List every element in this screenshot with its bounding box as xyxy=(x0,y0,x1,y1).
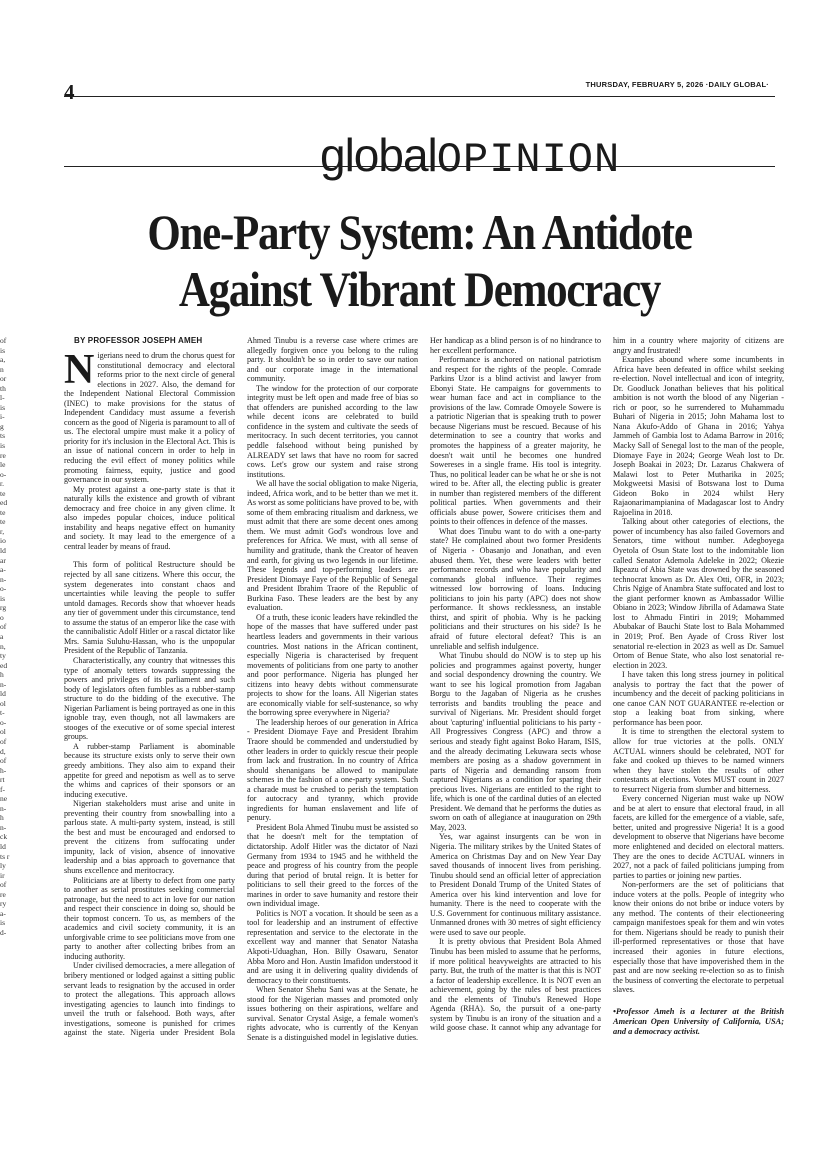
masthead xyxy=(320,128,620,184)
spillover-column: of is a, n or th l- is i- g ts is re le o- r. te ed te te r, io ld ar a- n- o- is rg o of a n, ty ed h n- ld ol t- o- ol of d, of h- rt f- ne n- h n- ck ld ts r ly ir of re ry a- is d- xyxy=(0,336,10,937)
paragraph: What Tinubu should do NOW is to step up his policies and programmes against poverty, hunger and social despondency drowning the country. We want to see his logical promotion from Jagaban Borgu to the Jagaban of Nigeria as he crushes terrorists and bandits troubling the peace and survival of Nigerians. Mr. President should forget about 'capturing' influential politicians to his party - All Progressives Congress (APC) and throw a serious and steady fight against Boko Haram, ISIS, and the already decimating Lekuwara sects whose members are posing as a shadow government in parts of Nigeria and demanding ransom from captured Nigerians as a condition for sparing their precious lives. Nigerians are entitled to the right to life, which is one of the cardinal duties of an elected President. We demand that he performs the duties as sworn on oath of allegiance at inauguration on 29th May, 2023. xyxy=(430,651,601,832)
paragraph: Under civilised democracies, a mere allegation of bribery mentioned or lodged against a sitting public servant leads to resignation by the accused in order to protect the allegations. This approach allows investigating agencies to launch into findings to unveil the truth or falsehood. Both ways, after investigations, someone is punished for crimes against the state. Nigeria under President Bola Ahmed Tinubu is a reverse case where crimes are allegedly forgiven once you belong to the ruling party. It shouldn't be so in order to save our nation and our corporate image in the international community. xyxy=(64,336,418,1038)
paragraph: When Senator Shehu Sani was at the Senate, he stood for the Nigerian masses and promoted only issues bothering on their aspirations, welfare and survival. Senator Crystal Asige, a female women's rights advocate, who is currently of the Kenyan Senate is a distinguished model in legislative duties. Her handicap as a blind person is of no hindrance to her excellent performance. xyxy=(247,336,601,1042)
paragraph: We all have the social obligation to make Nigeria, indeed, Africa work, and to be better than we met it. As worst as some politicians have proved to be, with some of them embracing ritualism and darkness, we must admit that there are some decent ones among them. We must admit God's wondrous love and preferences for Africa. We must, with all sense of humility and gratitude, thank the Creator of heaven and earth, for giving us two legends in our lifetime. These legends and top-performing leaders are President Diomaye Faye of the Republic of Senegal and President Ibrahim Traore of the Republic of Burkina Faso. These leaders are the best by any evaluation. xyxy=(247,479,418,613)
top-rule xyxy=(64,96,775,97)
paragraph: Nigerian stakeholders must arise and unite in preventing their country from snowballing into a parlous state. A multi-party system, instead, is still the best and must be encouraged and endorsed to prevent the citizens from suffocating under impunity, lack of vision, absence of innovative leadership and a bias approach to governance that shuns excellence and meritocracy. xyxy=(64,799,235,875)
paragraph: What does Tinubu want to do with a one-party state? He complained about two former Presidents of Nigeria - Obasanjo and Jonathan, and even abused them. Yet, these were leaders with better performance records and who have popularity and commands global influence. Their regimes witnessed low borrowing of loans. Inducing politicians to join his party (APC) does not show performance. It shows recklessness, an instable thirst, and spirit of phobia. Why is he packing politicians and their structures on his side? Is he afraid of future electoral defeat? This is an unreliable and selfish indulgence. xyxy=(430,526,601,651)
paragraph: This form of political Restructure should be rejected by all sane citizens. Where this occur, the system degenerates into constant chaos and uncertainties while leaving the people to suffer untold damages. Records show that whoever heads any tier of government under this circumstance, tend to assume the status of an emperor like the case with the cannibalistic Adolf Hitler or a rascal dictator like Mrs. Samia Suluhu-Hassan, who is the unpopular President of the Republic of Tanzania. xyxy=(64,560,235,656)
headline: One-Party System: An Antidote Against Vibrant Democracy xyxy=(147,204,692,317)
masthead-opinion: OPINION xyxy=(436,136,621,184)
byline: BY PROFESSOR JOSEPH AMEH xyxy=(74,336,203,345)
paragraph: It is time to strengthen the electoral system to allow for true victories at the polls. ONLY ACTUAL winners should be celebrated, NOT for fake and cooked up thieves to be named winners when they have stolen the results of other contestants at elections. Votes MUST count in 2027 to resurrect Nigeria from slumber and bitterness. xyxy=(613,727,784,794)
masthead-global: global xyxy=(320,129,437,181)
paragraph: Politicians are at liberty to defect from one party to another as serial prostitutes seeking commercial patronage, but the need to act in love for our nation and respect their conscience in doing so, should be their topmost concern. To us, as members of the academics and civil society community, it is an unforgivable crime to see politicians move from one party to another after collecting bribes from an inducing authority. xyxy=(64,875,235,961)
paragraph: Of a truth, these iconic leaders have rekindled the hope of the masses that have suffered under past heartless leaders and governments in their various countries. Most nations in the African continent, especially Nigeria is characterised by frequent movements of politicians from one party to another and poor performance. Nigeria has plunged her citizens into heavy debts without commensurate projects to show for the loans. All Nigerian states are economically viable for self-sustenance, so why the borrowing spree everywhere in Nigeria? xyxy=(247,612,418,718)
paragraph: It is pretty obvious that President Bola Ahmed Tinubu has been misled to assume that he performs, if more political heavyweights are attracted to his party. But, the truth of the matter is that this is NOT a factor of leadership excellence. It is NOT even an achievement, going by the rules of best practices and the elements of Tinubu's Renewed Hope Agenda (RHA). So, the pursuit of a one-party system by Tinubu is an irony of the situation and a wild goose chase. It cannot whip any advantage for him in a country where majority of citizens are angry and frustrated! xyxy=(430,336,784,1033)
paragraph: Examples abound where some incumbents in Africa have been defeated in office whilst seeking re-election. Novel intellectual and icon of integrity, Dr. Goodluck Jonathan believes that his political ambition is not worth the blood of any Nigerian - rich or poor, so he surrendered to Muhammadu Buhari of Nigeria in 2015; John Mahama lost to Nana Akufo-Addo of Ghana in 2016; Yahya Jammeh of Gambia lost to Adama Barrow in 2016; Macky Sall of Senegal lost to the man of the people, Diomaye Faye in 2024; George Weah lost to Dr. Joseph Boakai in 2023; Dr. Lazarus Chakwera of Malawi lost to Peter Mutharika in 2025; Mokgweetsi Masisi of Botswana lost to Duma Gideon Boko in 2024 whilst Hery Rajaonarimampianina of Madagascar lost to Andry Rajoelina in 2018. xyxy=(613,355,784,517)
paragraph: Performance is anchored on national patriotism and respect for the rights of the people. Comrade Parkins Uzor is a blind activist and lawyer from Ebonyi State. He campaigns for governments to wear human face and act in compliance to the provisions of the law. Comrade Omoyele Sowere is a patriotic Nigerian that is speaking truth to power because Nigerians must be rescued. Because of his determination to see a country that works and promotes the happiness of a greater majority, he doesn't wait until he becomes one hundred Sowereses in a single frame. His tool is integrity. Thus, no political leader can be what he or she is not wired to be. After all, the electing public is greater in number than registered members of the different political parties. When governments and their officials abuse power, Sowere criticises them and points to their offences in defence of the masses. xyxy=(430,355,601,527)
paragraph: Nigerians need to drum the chorus quest for constitutional democracy and electoral reforms prior to the next circle of general elections in 2027. Also, the demand for the Independent National Electoral Commission (INEC) to make provisions for the status of Independent Candidacy must assume a feverish concern as the good of Nigeria is paramount to all of us. The electoral umpire must make it a policy of priority for it's inclusion in the Electoral Act. This is an issue of national concern in order to help in reducing the evil effect of money politics while promoting fairness, equity, justice and good governance in our system. xyxy=(64,347,235,485)
paragraph: Politics is NOT a vocation. It should be seen as a tool for leadership and an instrument of effective representation and service to the electorate in the excellent way and manner that Senator Natasha Akpoti-Uduaghan, Hon. Billy Osawaru, Senator Abba Moro and Hon. Austin Imafidon understood it and are using it in delivering quality dividends of democracy to their constituents. xyxy=(247,908,418,985)
page-number: 4 xyxy=(64,80,75,104)
paragraph: A rubber-stamp Parliament is abominable because its structure exists only to serve their own greedy ambitions. They also aim to expand their appetite for greed and nepotism as well as to serve the whims and caprices of their sponsors or an inducing executive. xyxy=(64,741,235,799)
paragraph: Yes, war against insurgents can be won in Nigeria. The military strikes by the United States of America on Christmas Day and on New Year Day saved thousands of innocent lives from perishing. Tinubu should send an official letter of appreciation to President Donald Trump of the United States of America over his kind intervention and love for humanity. There is the need to cooperate with the U.S. Government for continuous military assistance. Unmanned drones with 30 metres of sight efficiency were used to save our people. xyxy=(430,832,601,937)
dateline: THURSDAY, FEBRUARY 5, 2026 ·DAILY GLOBAL· xyxy=(585,80,769,89)
paragraph: Characteristically, any country that witnesses this type of anomaly tetters towards suppressing the powers and privileges of its parliament and such body of legislators often fumbles as a rubber-stamp structure to do the bidding of the executive. The Nigerian Parliament is being portrayed as one in this ignoble tray, even though, not all lawmakers are stooges of the executive or of some special interest groups. xyxy=(64,655,235,742)
paragraph: Non-performers are the set of politicians that induce voters at the polls. People of integrity who know their onions do not bribe or induce voters by any method. The contents of their electioneering campaign manifestoes speak for them and win votes for them. Nigerians should be ready to punish their ill-performed representatives or those that have increased their agonies in future elections, especially those that have impoverished them in the past and are now seeking re-election so as to finish the business of converting the electorate to perpetual slaves. xyxy=(613,880,784,995)
paragraph: The leadership heroes of our generation in Africa - President Diomaye Faye and President Ibrahim Traore should be commended and understudied by other leaders in order to quickly rescue their people from lack and frustration. In no country of Africa should shenanigans be allowed to manipulate schemes in the fashion of a one-party system. Such a charade must be crushed to perish the temptation for autocracy and tyranny, which provide ingredients for human enslavement and life of penury. xyxy=(247,717,418,823)
article-body xyxy=(64,336,784,1096)
paragraph: President Bola Ahmed Tinubu must be assisted so that he doesn't melt for the temptation of dictatorship. Adolf Hitler was the dictator of Nazi Germany from 1934 to 1945 and he withheld the peace and progress of his country from the people during that period of brutal reign. It is better for politicians to sell their greed to the forces of the marines in order to save humanity and restore their own individual image. xyxy=(247,822,418,909)
paragraph: Talking about other categories of elections, the power of incumbency has also failed Governors and Senators, time without number. Adegboyega Oyetola of Osun State lost to the indomitable lion called Senator Ademola Adeleke in 2022; Okezie Ikpeazu of Abia State was drowned by the seasoned technocrat known as Dr. Alex Otti, OFR, in 2023; Chris Ngige of Anambra State suffocated and lost to the giant performer known as Ambassador Willie Obiano in 2023; Window Jibrilla of Adamawa State lost to Ahmadu Fintiri in 2019; Mohammed Abubakar of Bauchi State lost to Bala Mohammed in 2019; Prof. Ben Ayade of Cross River lost senatorial re-election in 2023 as well as Dr. Samuel Ortom of Benue State, who also lost senatorial re-election in 2023. xyxy=(613,517,784,670)
paragraph: I have taken this long stress journey in political analysis to portray the fact that the power of incumbency and the deceit of packing politicians in one canoe CAN NOT GUARANTEE re-election or stop a leaking boat from sinking, where performance has been poor. xyxy=(613,670,784,727)
paragraph: Every concerned Nigerian must wake up NOW and be at alert to ensure that electoral fraud, in all facets, are killed for the emergence of a viable, safe, better, united and progressive Nigeria! It is a good development to observe that Nigerians have become more enlightened and decided on electoral matters. They are the ones to decide ACTUAL winners in 2027, not a pack of failed politicians jumping from parties to parties or joining new parties. xyxy=(613,794,784,880)
paragraph: The window for the protection of our corporate integrity must be left open and made free of bias so that offenders are punished according to the law while decent icons are celebrated to build confidence in the system and cultivate the seeds of meritocracy. In such decent territories, you cannot peddle falsehood without being punished by ALREADY set laws that have no room for sacred cows. Let's grow our system and raise strong institutions. xyxy=(247,383,418,479)
paragraph: My protest against a one-party state is that it naturally kills the existence and growth of vibrant democracy and free choice in any given clime. It also impedes popular choices, induce political instability and heaps negative effect on humanity and society. It may lead to the emergence of a central leader by means of fraud. xyxy=(64,484,235,551)
masthead-rule xyxy=(64,166,775,167)
author-bio: •Professor Ameh is a lecturer at the British American Open University of California, USA; and a democracy activist. xyxy=(613,1006,784,1036)
drop-cap: N xyxy=(64,347,95,393)
